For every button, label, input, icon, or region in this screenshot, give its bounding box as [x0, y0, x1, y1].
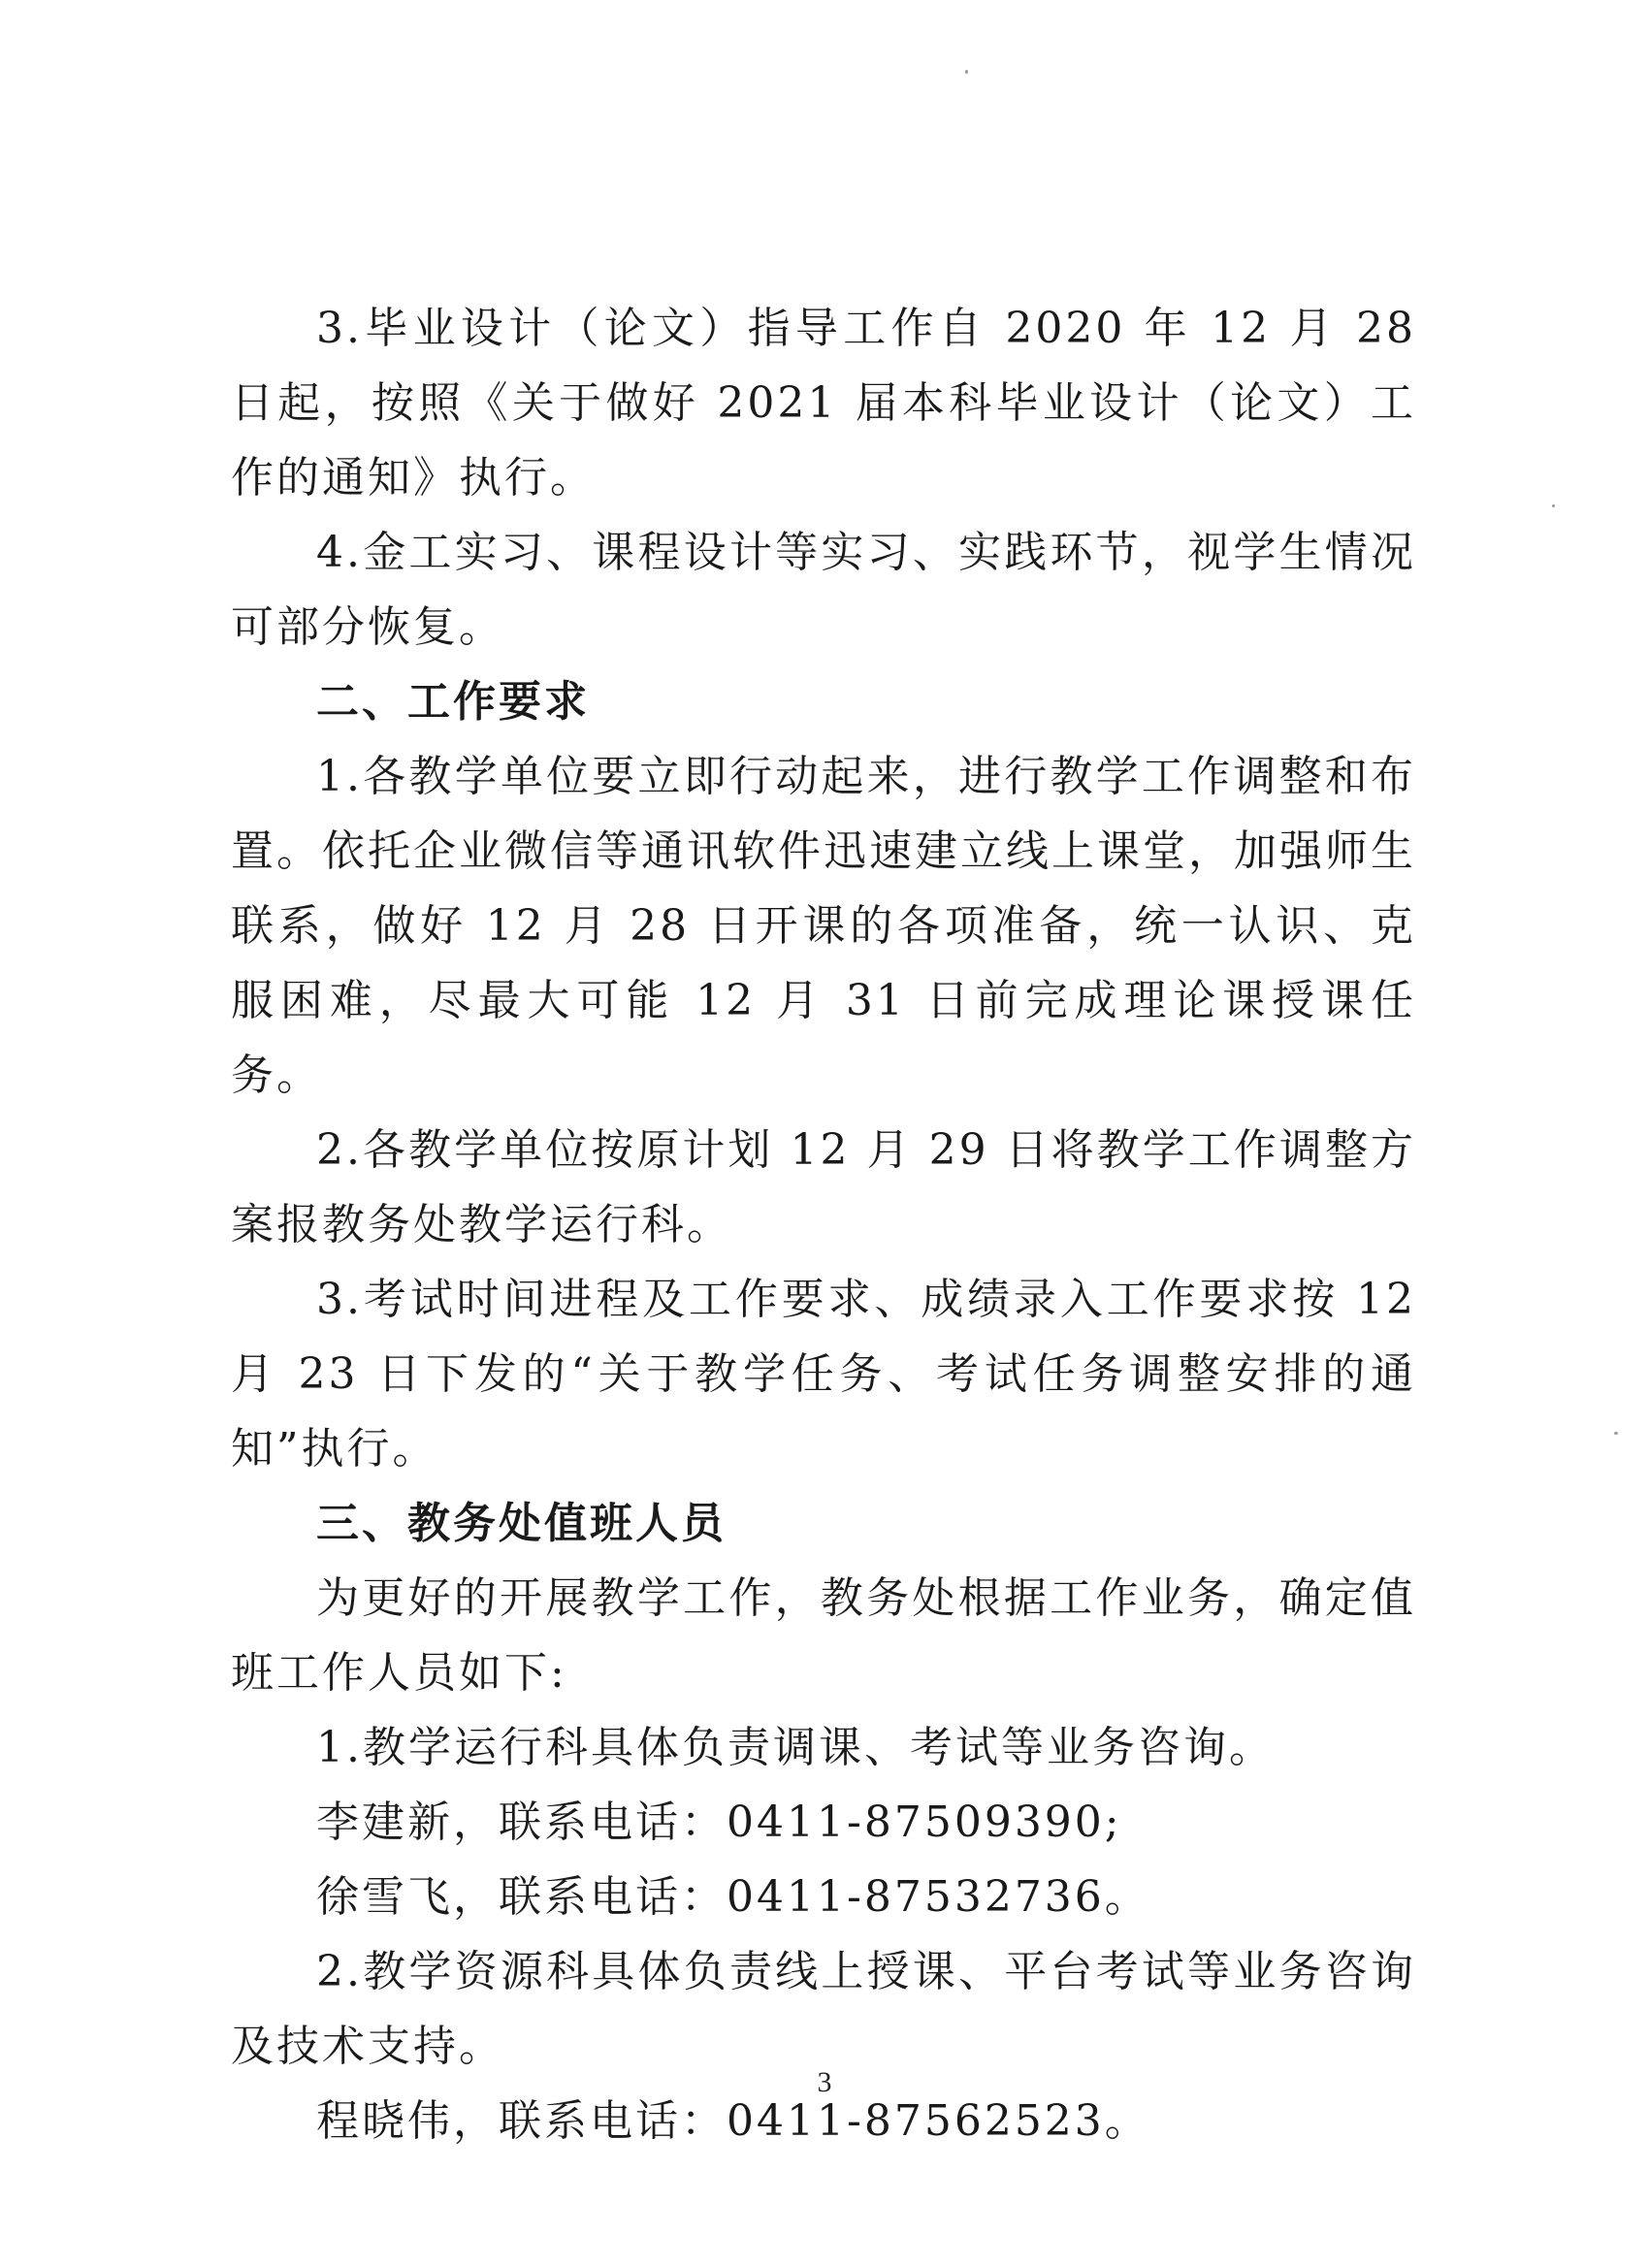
paragraph-requirement-2: 2.各教学单位按原计划 12 月 29 日将教学工作调整方案报教务处教学运行科。 — [231, 1125, 1416, 1249]
paragraph-resources-office: 2.教学资源科具体负责线上授课、平台考试等业务咨询及技术支持。 — [231, 1947, 1416, 2071]
scan-speck — [965, 70, 968, 74]
contact-li-jianxin: 李建新，联系电话：0411-87509390; — [316, 1798, 1122, 1847]
paragraph-operations-office: 1.教学运行科具体负责调课、考试等业务咨询。 — [316, 1723, 1275, 1772]
section-heading-duty-staff: 三、教务处值班人员 — [316, 1499, 727, 1548]
document-body — [231, 291, 1416, 2158]
paragraph-graduation-design: 3.毕业设计（论文）指导工作自 2020 年 12 月 28 日起，按照《关于做好 2021 届本科毕业设计（论文）工作的通知》执行。 — [231, 304, 1416, 502]
scan-speck — [1614, 1432, 1618, 1435]
page-number: 3 — [817, 2066, 832, 2098]
contact-xu-xuefei: 徐雪飞，联系电话：0411-87532736。 — [316, 1872, 1150, 1922]
contact-cheng-xiaowei: 程晓伟，联系电话：0411-87562523。 — [316, 2096, 1150, 2146]
paragraph-duty-intro: 为更好的开展教学工作，教务处根据工作业务，确定值班工作人员如下: — [231, 1573, 1416, 1698]
paragraph-practice: 4.金工实习、课程设计等实习、实践环节，视学生情况可部分恢复。 — [231, 528, 1416, 652]
paragraph-requirement-3: 3.考试时间进程及工作要求、成绩录入工作要求按 12 月 23 日下发的“关于教学任务、考试任务调整安排的通知”执行。 — [231, 1275, 1416, 1474]
scan-speck — [1552, 504, 1555, 507]
paragraph-requirement-1: 1.各教学单位要立即行动起来，进行教学工作调整和布置。依托企业微信等通讯软件迅速建立线上课堂，加强师生联系，做好 12 月 28 日开课的各项准备，统一认识、克服困难，尽最大可能 12 月 31 日前完成理论课授课任务。 — [231, 752, 1416, 1100]
section-heading-work-requirements: 二、工作要求 — [316, 677, 590, 727]
